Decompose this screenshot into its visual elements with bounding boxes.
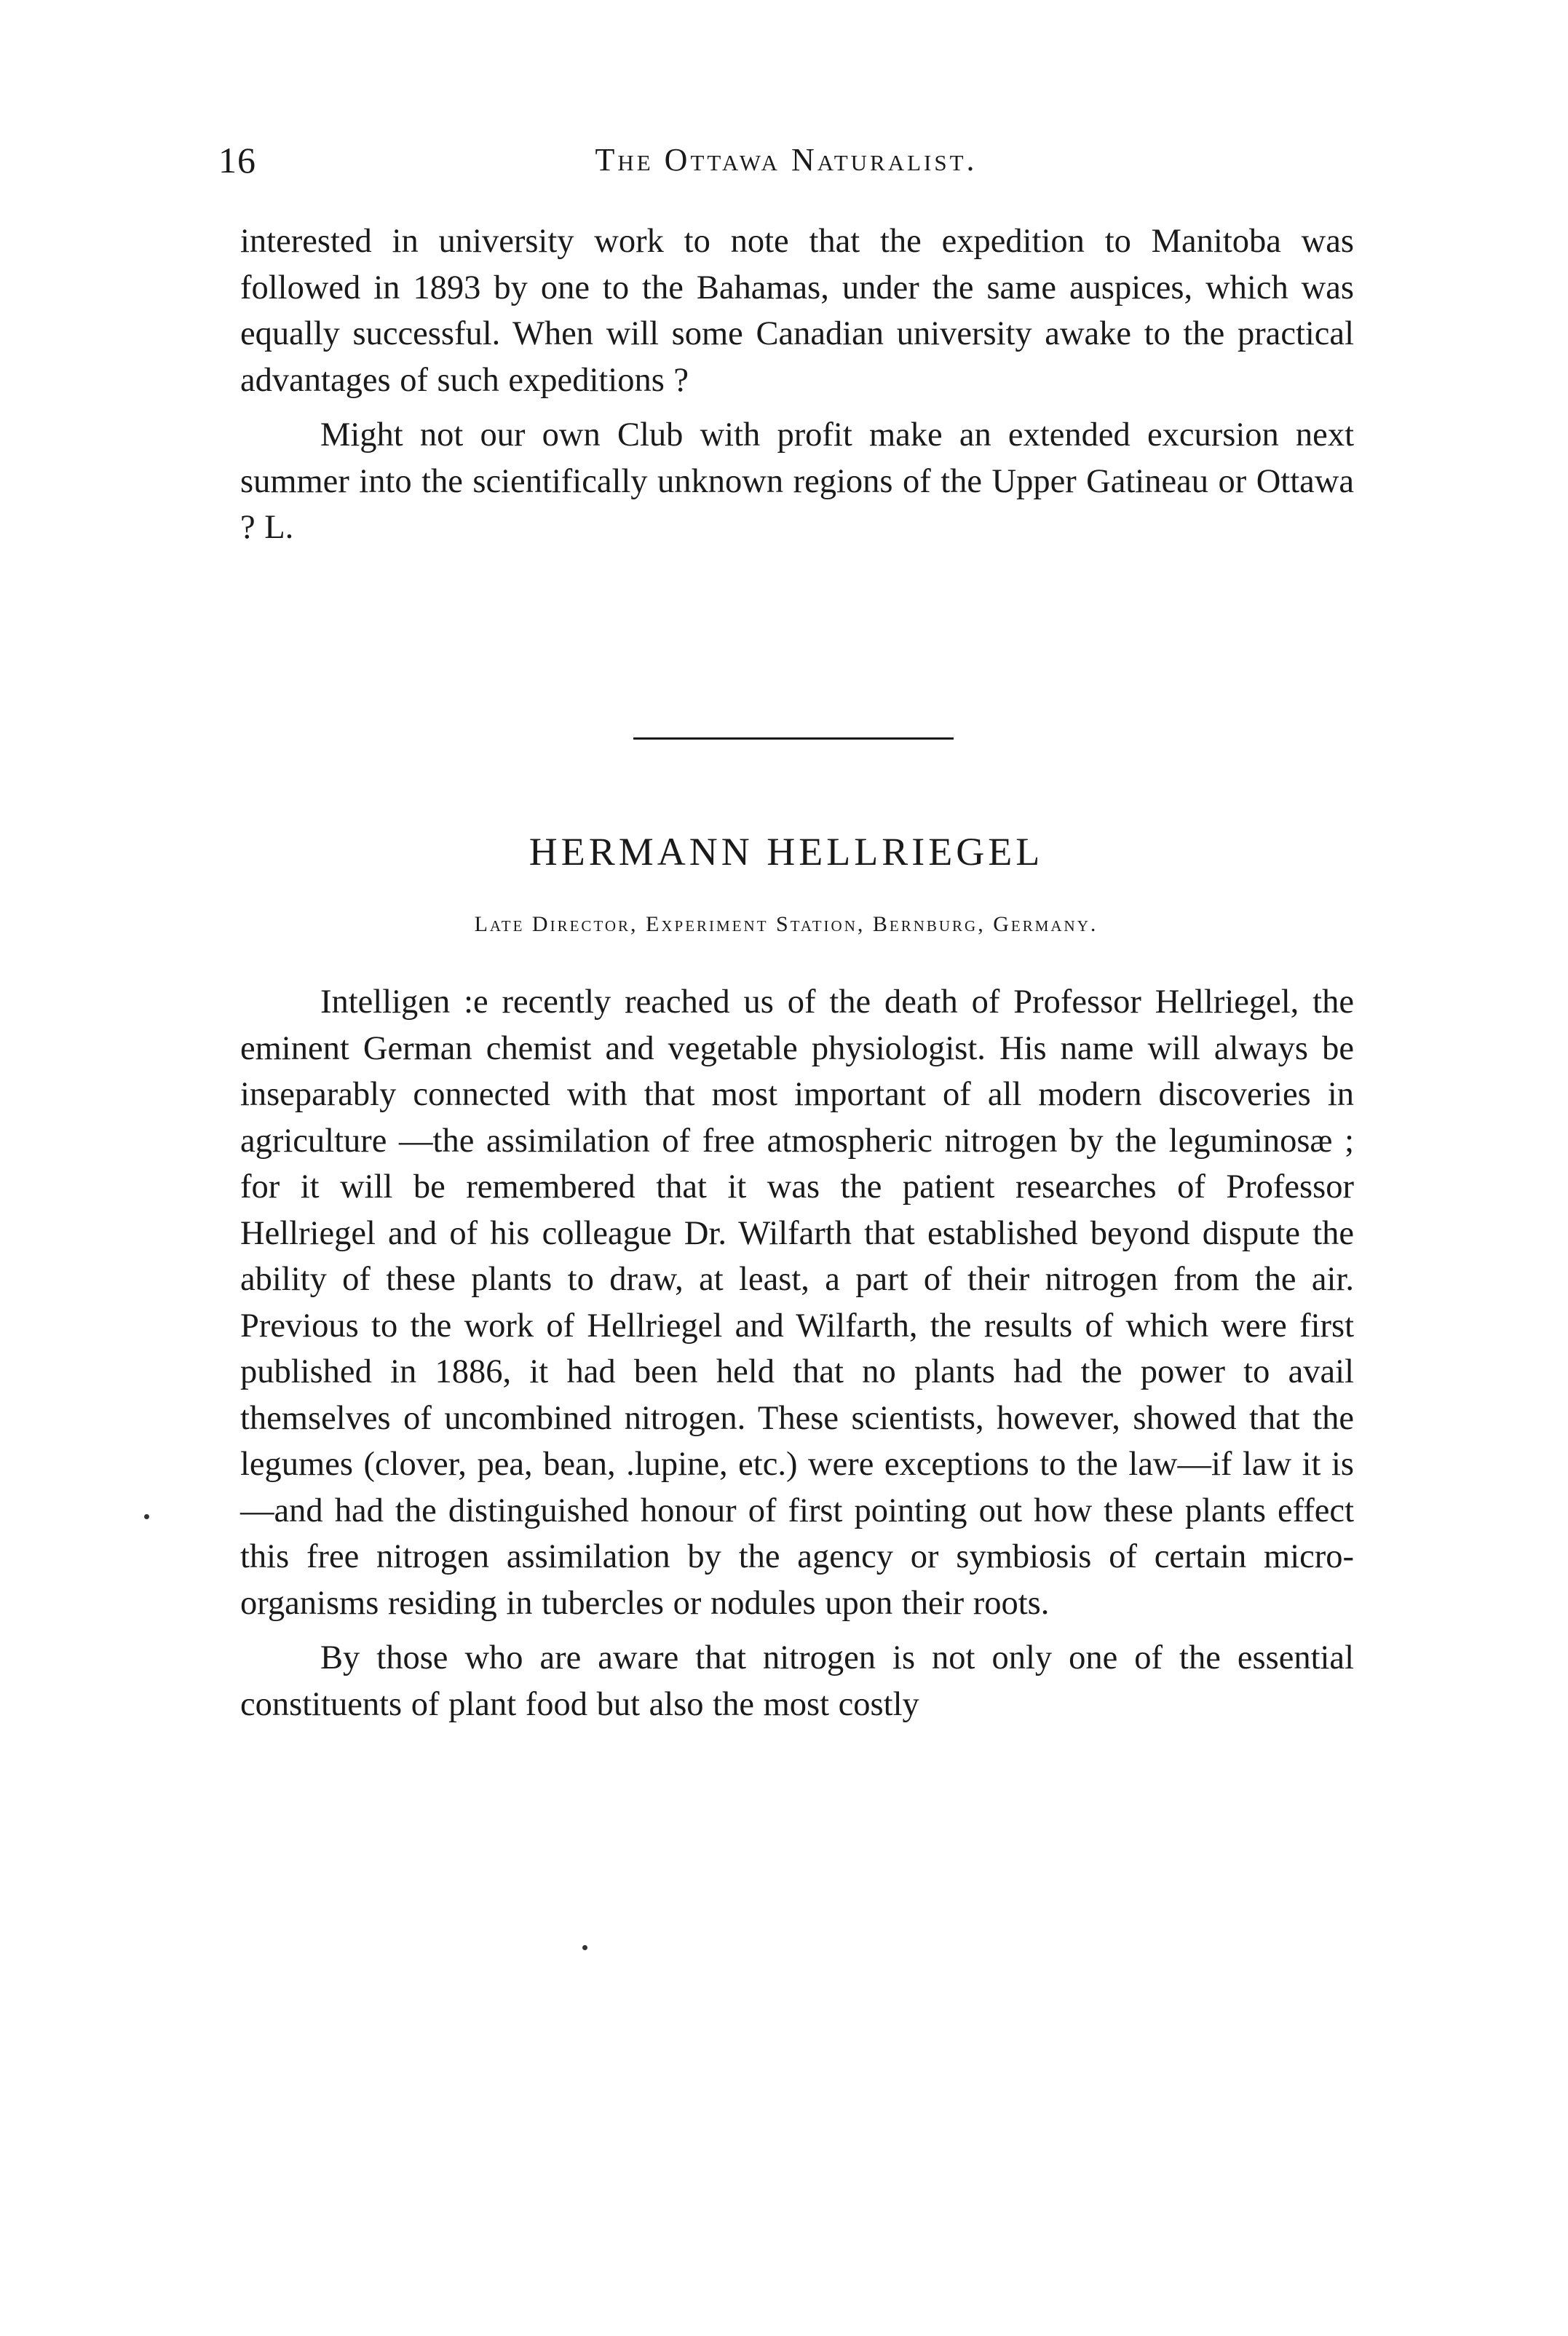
page-header xyxy=(218,135,1354,186)
intro-paragraph: Might not our own Club with profit make an extended excursion next summer into the scientifically unknown regions of the Upper Gatineau or Ottawa ? L. xyxy=(240,416,1354,546)
article-subtitle: Late Director, Experiment Station, Bernburg, Germany. xyxy=(474,912,1098,936)
article-text-block xyxy=(240,979,1354,1727)
article-paragraph: Intelligen :e recently reached us of the death of Professor Hellriegel, the eminent German chemist and vegetable physiologist. His name will always be inseparably connected with that most important of all modern discoveries in agriculture —the assimilation of free atmospheric nitrogen by the leguminosæ ; for it will be remembered that it was the patient researches of Professor Hellriegel and of his colleague Dr. Wilfarth that established beyond dispute the ability of these plants to draw, at least, a part of their nitrogen from the air. Previous to the work of Hellriegel and Wilfarth, the results of which were first published in 1886, it had been held that no plants had the power to avail themselves of uncombined nitrogen. These scientists, however, showed that the legumes (clover, pea, bean, .lupine, etc.) were exceptions to the law—if law it is—and had the distinguished honour of first pointing out how these plants effect this free nitrogen assimilation by the agency or symbiosis of certain micro-organisms residing in tubercles or nodules upon their roots. xyxy=(240,983,1354,1622)
stray-ink-dot xyxy=(582,1945,587,1950)
page-number: 16 xyxy=(218,140,256,181)
stray-ink-dot xyxy=(144,1514,149,1519)
article-paragraph: By those who are aware that nitrogen is not only one of the essential constituents of plant food but also the most costly xyxy=(240,1639,1354,1723)
running-title: The Ottawa Naturalist. xyxy=(595,142,978,178)
intro-text-block xyxy=(240,218,1354,551)
article-title: HERMANN HELLRIEGEL xyxy=(528,829,1044,874)
section-divider-rule xyxy=(633,737,954,740)
intro-paragraph-continued: interested in university work to note that the expedition to Manitoba was followed in 1893 by one to the Bahamas, under the same auspices, which was equally successful. When will some Canadian university awake to the practical advantages of such expeditions ? xyxy=(240,223,1354,399)
